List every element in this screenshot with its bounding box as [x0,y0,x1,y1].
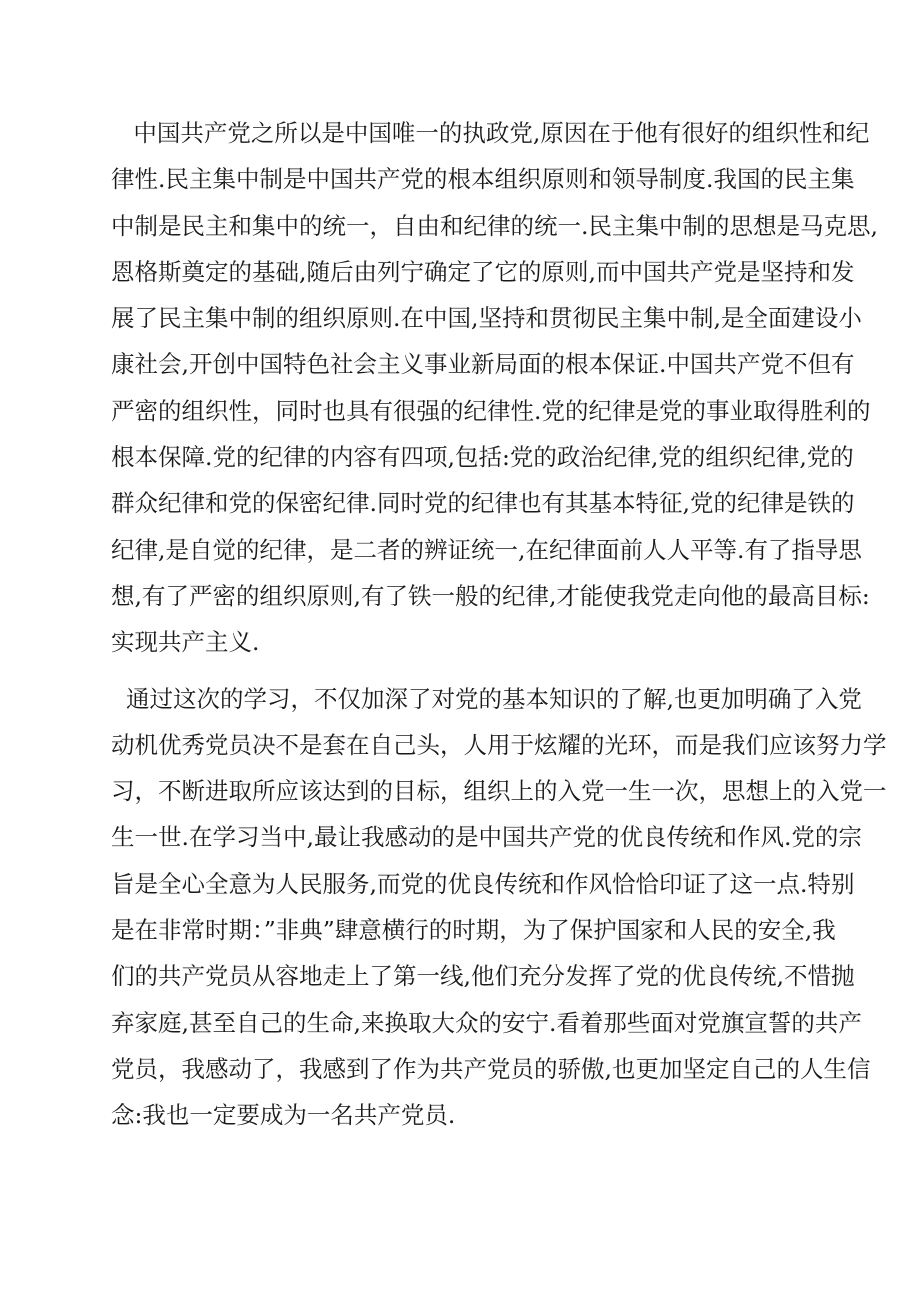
paragraph-2 [111,676,887,1139]
paragraph-spacer [111,666,811,676]
text-line: 习，不断进取所应该达到的目标，组织上的入党一生一次，思想上的入党一 [111,777,887,806]
text-line: 是在非常时期：”非典”肆意横行的时期，为了保护国家和人民的安全,我 [111,916,836,945]
text-line: 展了民主集中制的组织原则.在中国,坚持和贯彻民主集中制,是全面建设小 [111,304,862,333]
text-line: 纪律,是自觉的纪律，是二者的辨证统一,在纪律面前人人平等.有了指导思 [111,535,862,564]
text-line: 念:我也一定要成为一名共产党员. [111,1101,456,1130]
text-line: 弃家庭,甚至自己的生命,来换取大众的安宁.看着那些面对党旗宣誓的共产 [111,1008,862,1037]
text-line: 群众纪律和党的保密纪律.同时党的纪律也有其基本特征,党的纪律是铁的 [111,489,855,518]
text-line: 根本保障.党的纪律的内容有四项,包括:党的政治纪律,党的组织纪律,党的 [111,443,854,472]
text-line: 恩格斯奠定的基础,随后由列宁确定了它的原则,而中国共产党是坚持和发 [111,257,855,286]
text-line: 中国共产党之所以是中国唯一的执政党,原因在于他有很好的组织性和纪 [111,119,870,147]
text-line: 康社会,开创中国特色社会主义事业新局面的根本保证.中国共产党不但有 [111,350,855,379]
text-line: 生一世.在学习当中,最让我感动的是中国共产党的优良传统和作风.党的宗 [111,823,862,852]
text-line: 动机优秀党员决不是套在自己头，人用于炫耀的光环，而是我们应该努力学 [111,730,887,759]
text-line: 严密的组织性，同时也具有很强的纪律性.党的纪律是党的事业取得胜利的 [111,396,871,425]
paragraph-1 [111,110,878,666]
text-line: 旨是全心全意为人民服务,而党的优良传统和作风恰恰印证了这一点.特别 [111,869,855,898]
text-line: 通过这次的学习，不仅加深了对党的基本知识的了解,也更加明确了入党 [111,684,862,713]
text-line: 们的共产党员从容地走上了第一线,他们充分发挥了党的优良传统,不惜抛 [111,962,855,991]
text-line: 实现共产主义. [111,628,260,657]
text-line: 中制是民主和集中的统一，自由和纪律的统一.民主集中制的思想是马克思, [111,211,878,240]
document-body [111,110,887,1139]
text-line: 党员，我感动了，我感到了作为共产党员的骄傲,也更加坚定自己的人生信 [111,1054,871,1083]
text-line: 律性.民主集中制是中国共产党的根本组织原则和领导制度.我国的民主集 [111,165,855,194]
text-line: 想,有了严密的组织原则,有了铁一般的纪律,才能使我党走向他的最高目标: [111,581,870,610]
